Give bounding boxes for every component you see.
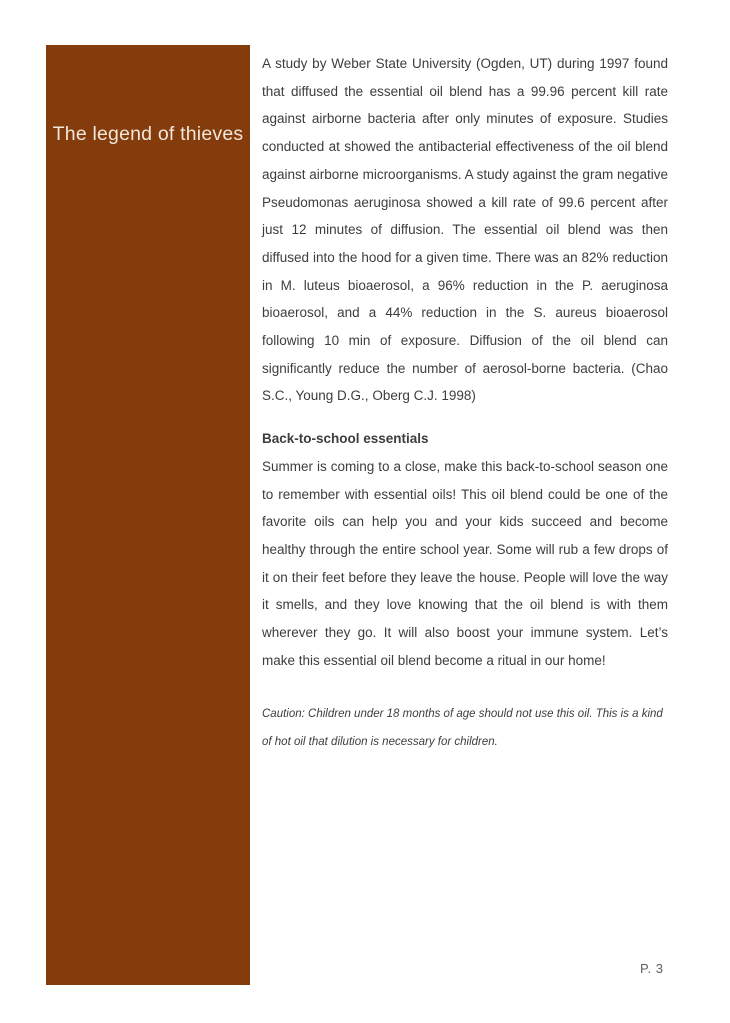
- back-to-school-paragraph: Summer is coming to a close, make this back-to-school season one to remember with essential oils! This oil blend could be one of the favorite oils can help you and your kids succeed and become healthy through the entire school year. Some will rub a few drops of it on their feet before they leave the house. People will love the way it smells, and they love knowing that the oil blend is with them wherever they go. It will also boost your immune system. Let’s make this essential oil blend become a ritual in our home!: [262, 458, 668, 668]
- page-number: P. 3: [640, 961, 664, 976]
- caution-note: Caution: Children under 18 months of age should not use this oil. This is a kind of hot oil that dilution is necessary for children.: [262, 708, 663, 749]
- sidebar-title: The legend of thieves: [52, 123, 244, 145]
- sidebar-panel: [46, 45, 250, 985]
- study-paragraph: A study by Weber State University (Ogden, UT) during 1997 found that diffused the essential oil blend has a 99.96 percent kill rate against airborne bacteria after only minutes of exposure. Studies conducted at showed the antibacterial effectiveness of the oil blend against airborne microorganisms. A study against the gram negative Pseudomonas aeruginosa showed a kill rate of 99.6 percent after just 12 minutes of diffusion. The essential oil blend was then diffused into the hood for a given time. There was an 82% reduction in M. luteus bioaerosol, a 96% reduction in the P. aeruginosa bioaerosol, and a 44% reduction in the S. aureus bioaerosol following 10 min of exposure. Diffusion of the oil blend can significantly reduce the number of aerosol-borne bacteria. (Chao S.C., Young D.G., Oberg C.J. 1998): [262, 56, 668, 404]
- main-content: [262, 50, 668, 756]
- back-to-school-heading: Back-to-school essentials: [262, 431, 429, 447]
